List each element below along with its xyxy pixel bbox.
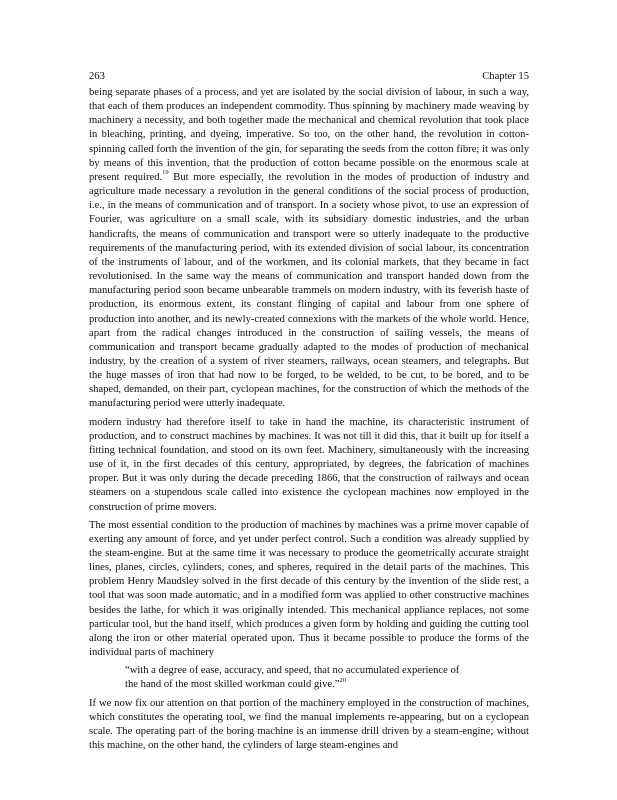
footnote-ref-19[interactable]: 19 [162,169,169,177]
body-text [89,86,529,753]
footnote-ref-20[interactable]: 20 [339,676,346,684]
page-number: 263 [89,71,105,82]
chapter-label: Chapter 15 [482,71,529,82]
paragraph-1-text-b: But more especially, the revolution in the modes of production of industry and agriculture made necessary a revolution in the general conditions of the social process of production, i.e., in the means of communication and of transport. In a society whose pivot, to use an expression of Fourier, was agriculture on a small scale, with its subsidiary domestic industries, and the urban handicrafts, the means of communication and transport were so utterly inadequate to the productive requirements of the manufacturing period, with its extended division of social labour, its concentration of the instruments of labour, and of the workmen, and its colonial markets, that they became in fact revolutionised. In the same way the means of communication and transport handed down from the manufacturing period soon became unbearable trammels on modern industry, with its feverish haste of production, its enormous extent, its constant flinging of capital and labour from one sphere of production into another, and its newly-created connexions with the markets of the whole world. Hence, apart from the radical changes introduced in the construction of sailing vessels, the means of communication and transport became gradually adapted to the modes of production of mechanical industry, by the creation of a system of river steamers, railways, ocean steamers, and telegraphs. But the huge masses of iron that had now to be forged, to be welded, to be cut, to be bored, and to be shaped, demanded, on their part, cyclopean machines, for the construction of which the methods of the manufacturing period were utterly inadequate. [89,171,529,410]
paragraph-3: The most essential condition to the production of machines by machines was a prime mover capable of exerting any amount of force, and yet under perfect control. Such a condition was already supplied by the steam-engine. But at the same time it was necessary to produce the geometrically accurate straight lines, planes, circles, cylinders, cones, and spheres, required in the detail parts of the machines. This problem Henry Maudsley solved in the first decade of this century by the invention of the slide rest, a tool that was soon made automatic, and in a modified form was applied to other constructive machines besides the lathe, for which it was originally intended. This mechanical appliance replaces, not some particular tool, but the hand itself, which produces a given form by holding and guiding the cutting tool along the iron or other material operated upon. Thus it became possible to produce the forms of the individual parts of machinery [89,519,529,659]
quote-line-2-text: the hand of the most skilled workman could give.” [125,679,340,691]
paragraph-1-text-a: being separate phases of a process, and yet are isolated by the social division of labour, in such a way, that each of them produces an independent commodity. Thus spinning by machinery made weaving by machinery a necessity, and both together made the mechanical and chemical revolution that took place in bleaching, printing, and dyeing, imperative. So too, on the other hand, the revolution in cotton-spinning called forth the invention of the gin, for separating the seeds from the cotton fibre; it was only by means of this invention, that the production of cotton became possible on the enormous scale at present required. [89,87,529,183]
block-quote [89,664,529,692]
paragraph-2: modern industry had therefore itself to take in hand the machine, its characteristic instrument of production, and to construct machines by machines. It was not till it did this, that it built up for itself a fitting technical foundation, and stood on its own feet. Machinery, simultaneously with the increasing use of it, in the first decades of this century, appropriated, by degrees, the fabrication of machines proper. But it was only during the decade preceding 1866, that the construction of railways and ocean steamers on a stupendous scale called into existence the cyclopean machines now employed in the construction of prime movers. [89,416,529,513]
paragraph-1 [89,86,529,412]
quote-line-1: “with a degree of ease, accuracy, and speed, that no accumulated experience of [125,665,460,677]
quote-line-2 [125,678,529,692]
paragraph-4: If we now fix our attention on that portion of the machinery employed in the construction of machines, which constitutes the operating tool, we find the manual implements re-appearing, but on a cyclopean scale. The operating part of the boring machine is an immense drill driven by a steam-engine; without this machine, on the other hand, the cylinders of large steam-engines and [89,697,529,752]
running-header [89,71,529,85]
